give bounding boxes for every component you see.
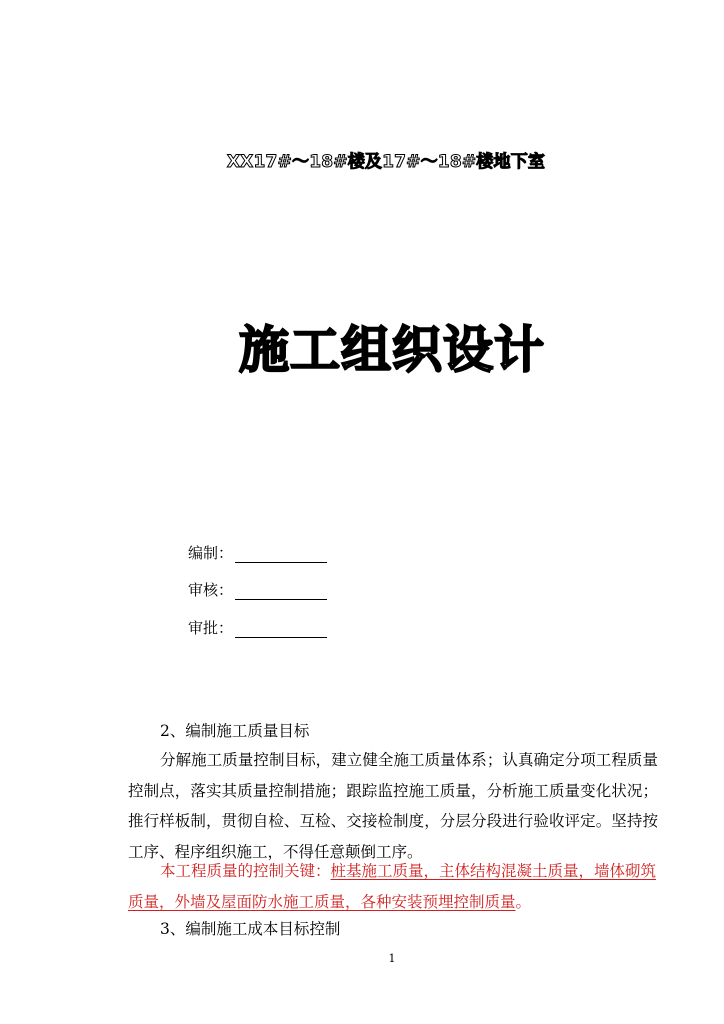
document-title: 施工组织设计 [239, 321, 545, 379]
quality-key-end: 。 [515, 892, 532, 911]
signoff-row-prepared [188, 543, 327, 563]
signoff-label-prepared: 编制： [188, 544, 234, 562]
signoff-blank-approved [235, 623, 327, 638]
signoff-label-reviewed: 审核： [188, 581, 234, 599]
section-3-heading: 3、编制施工成本目标控制 [160, 920, 341, 938]
section-2-heading: 2、编制施工质量目标 [160, 722, 310, 740]
document-subtitle: XX17#～18#楼及17#～18#楼地下室 [226, 152, 546, 172]
signoff-row-reviewed [188, 580, 327, 600]
signoff-blank-reviewed [235, 585, 327, 600]
signoff-blank-prepared [235, 548, 327, 563]
quality-key-intro: 本工程质量的控制关键： [160, 862, 331, 880]
signoff-label-approved: 审批： [188, 619, 234, 637]
section-2-paragraph: 分解施工质量控制目标，建立健全施工质量体系；认真确定分项工程质量控制点，落实其质量控制措施；跟踪监控施工质量，分析施工质量变化状况；推行样板制，贯彻自检、互检、交接检制度，分层分段进行验收评定。坚持按工序、程序组织施工，不得任意颠倒工序。 [128, 751, 658, 862]
quality-key-paragraph [128, 856, 658, 917]
signoff-row-approved [188, 618, 327, 638]
page-number: 1 [388, 952, 396, 965]
quality-key-points: 桩基施工质量，主体结构混凝土质量，墙体砌筑质量，外墙及屋面防水施工质量，各种安装预埋控制质量 [128, 862, 657, 911]
